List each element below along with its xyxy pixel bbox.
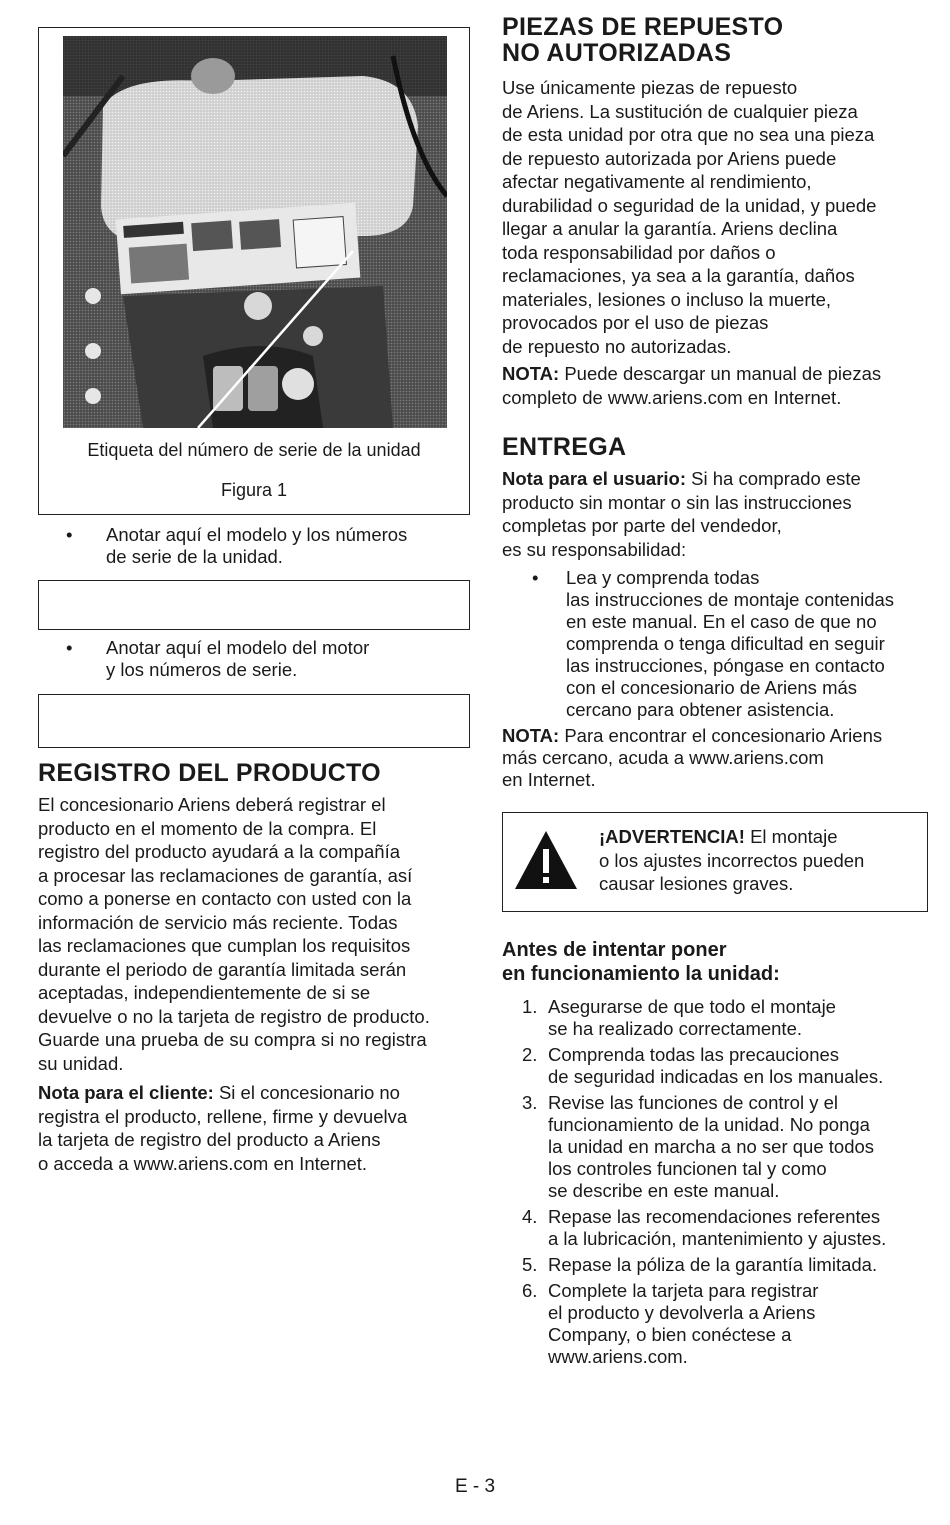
entrega-note-label: NOTA: xyxy=(502,725,560,746)
step-line: a la lubricación, mantenimiento y ajustes. xyxy=(548,1228,887,1249)
step-line: funcionamiento de la unidad. No ponga xyxy=(548,1114,870,1135)
step-line: Repase las recomendaciones referentes xyxy=(548,1206,881,1227)
step-number: 3. xyxy=(522,1092,538,1113)
step-item xyxy=(502,996,932,1040)
figure-caption: Etiqueta del número de serie de la unidad xyxy=(87,440,421,460)
step-line: Company, o bien conéctese a xyxy=(548,1324,792,1345)
step-line: se ha realizado correctamente. xyxy=(548,1018,802,1039)
warning-triangle-icon xyxy=(513,829,579,891)
step-line: Repase la póliza de la garantía limitada. xyxy=(548,1254,878,1275)
step-number: 1. xyxy=(522,996,538,1017)
step-number: 6. xyxy=(522,1280,538,1301)
startup-steps-list xyxy=(502,996,932,1368)
registro-note-label: Nota para el cliente: xyxy=(38,1082,214,1103)
engine-serial-entry-box[interactable] xyxy=(38,694,470,748)
step-item xyxy=(502,1044,932,1088)
bullet-engine-serial: • Anotar aquí el modelo del motor y los números de serie. xyxy=(66,637,370,680)
step-line: Complete la tarjeta para registrar xyxy=(548,1280,819,1301)
warning-text: ¡ADVERTENCIA! El montaje o los ajustes incorrectos pueden causar lesiones graves. xyxy=(599,826,865,894)
piezas-note: NOTA: Puede descargar un manual de piezas completo de www.ariens.com en Internet. xyxy=(502,363,882,408)
warning-box xyxy=(502,812,928,912)
registro-section xyxy=(38,760,472,1175)
step-number: 5. xyxy=(522,1254,538,1275)
entrega-user-label: Nota para el usuario: xyxy=(502,468,687,489)
entrega-note: NOTA: Para encontrar el concesionario Ariens más cercano, acuda a www.ariens.com en Internet. xyxy=(502,725,883,790)
piezas-paragraph: Use únicamente piezas de repuesto de Ariens. La sustitución de cualquier pieza de esta unidad por otra que no sea una pieza de repuesto autorizada por Ariens puede afectar negativamente al rendimiento, durabilidad o seguridad de la unidad, y puede llegar a anular la garantía. Ariens declina toda responsabilidad por daños o reclamaciones, ya sea a la garantía, daños materiales, lesiones o incluso la muerte, provocados por el uso de piezas de repuesto no autorizadas. xyxy=(502,77,877,357)
step-line: www.ariens.com. xyxy=(548,1346,688,1367)
engine-photo-illustration xyxy=(63,36,447,428)
step-line: de seguridad indicadas en los manuales. xyxy=(548,1066,884,1087)
unit-serial-entry-box[interactable] xyxy=(38,580,470,630)
step-line: la unidad en marcha a no ser que todos xyxy=(548,1136,875,1157)
registro-title: REGISTRO DEL PRODUCTO xyxy=(38,759,381,787)
piezas-section xyxy=(502,14,932,409)
bullet-unit-serial: • Anotar aquí el modelo y los números de serie de la unidad. xyxy=(66,524,408,567)
piezas-title: PIEZAS DE REPUESTO NO AUTORIZADAS xyxy=(502,13,784,67)
entrega-title: ENTREGA xyxy=(502,433,627,461)
entrega-section xyxy=(502,434,932,791)
step-item xyxy=(502,1092,932,1202)
serial-label-photo xyxy=(63,36,447,428)
step-line: se describe en este manual. xyxy=(548,1180,780,1201)
registro-note: Nota para el cliente: Si el concesionario no registra el producto, rellene, firme y devuelva la tarjeta de registro del producto a Ariens o acceda a www.ariens.com en Internet. xyxy=(38,1082,408,1174)
antes-section xyxy=(502,938,932,1368)
step-line: Revise las funciones de control y el xyxy=(548,1092,838,1113)
step-line: los controles funcionen tal y como xyxy=(548,1158,827,1179)
step-number: 4. xyxy=(522,1206,538,1227)
entrega-user-note: Nota para el usuario: Si ha comprado este producto sin montar o sin las instrucciones completas por parte del vendedor, es su responsabilidad: xyxy=(502,468,861,560)
registro-paragraph: El concesionario Ariens deberá registrar el producto en el momento de la compra. El registro del producto ayudará a la compañía a procesar las reclamaciones de garantía, así como a ponerse en contacto con usted con la información de servicio más reciente. Todas las reclamaciones que cumplan los requisitos durante el periodo de garantía limitada serán aceptadas, independientemente de si se devuelve o no la tarjeta de registro de producto. Guarde una prueba de su compra si no registra su unidad. xyxy=(38,794,430,1074)
step-line: Asegurarse de que todo el montaje xyxy=(548,996,836,1017)
antes-title: Antes de intentar poner en funcionamiento la unidad: xyxy=(502,939,780,985)
step-line: Comprenda todas las precauciones xyxy=(548,1044,840,1065)
figure-label: Figura 1 xyxy=(220,480,288,500)
step-item xyxy=(502,1254,932,1276)
step-item xyxy=(502,1280,932,1368)
step-line: el producto y devolverla a Ariens xyxy=(548,1302,816,1323)
step-item xyxy=(502,1206,932,1250)
step-number: 2. xyxy=(522,1044,538,1065)
page-number: E - 3 xyxy=(454,1476,496,1497)
figure-box xyxy=(38,27,470,515)
piezas-note-label: NOTA: xyxy=(502,363,560,384)
entrega-bullet: • Lea y comprenda todas las instrucciones de montaje contenidas en este manual. En el caso de que no comprenda o tenga dificultad en seguir las instrucciones, póngase en contacto con el concesionario de Ariens más cercano para obtener asistencia. xyxy=(532,567,895,720)
warning-label: ¡ADVERTENCIA! xyxy=(599,826,745,847)
